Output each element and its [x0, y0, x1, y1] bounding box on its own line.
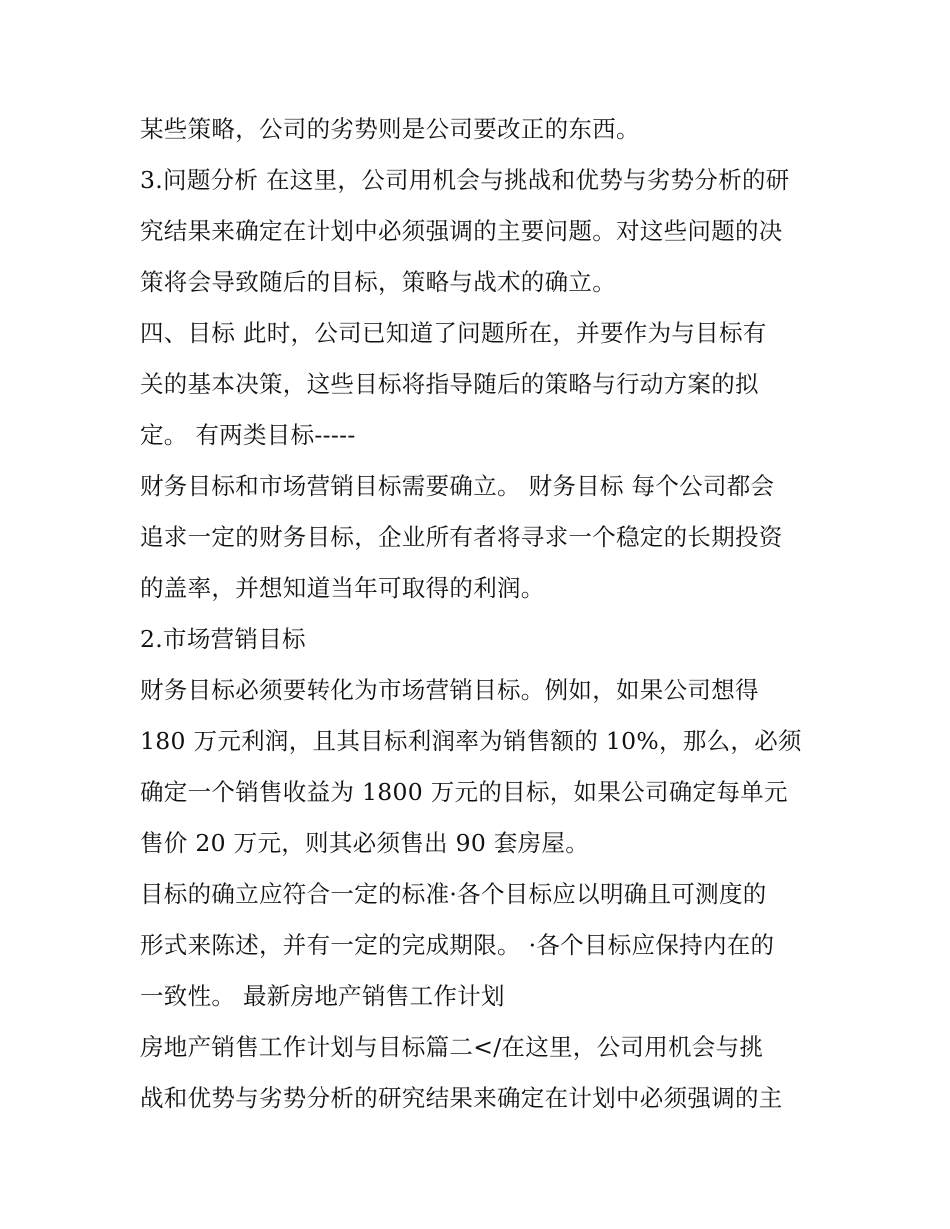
text-line: 一致性。 最新房地产销售工作计划 — [140, 982, 505, 1010]
text-line: 追求一定的财务目标，企业所有者将寻求一个稳定的长期投资 — [140, 523, 783, 551]
text-line: 战和优势与劣势分析的研究结果来确定在计划中必须强调的主 — [140, 1084, 783, 1112]
text-line: 的盖率，并想知道当年可取得的利润。 — [140, 574, 545, 602]
text-line: 定。 有两类目标----- — [140, 421, 356, 449]
document-body — [140, 104, 820, 1124]
text-line: 180 万元利润，且其目标利润率为销售额的 10%，那么，必须 — [140, 727, 802, 755]
text-line: 某些策略，公司的劣势则是公司要改正的东西。 — [140, 115, 640, 143]
text-line: 关的基本决策，这些目标将指导随后的策略与行动方案的拟 — [140, 370, 759, 398]
text-line: 2.市场营销目标 — [140, 625, 306, 653]
text-line: 形式来陈述，并有一定的完成期限。 ·各个目标应保持内在的 — [140, 931, 775, 959]
text-line: 售价 20 万元，则其必须售出 90 套房屋。 — [140, 829, 590, 857]
text-line: 财务目标和市场营销目标需要确立。 财务目标 每个公司都会 — [140, 472, 775, 500]
text-line: 四、目标 此时，公司已知道了问题所在，并要作为与目标有 — [140, 319, 767, 347]
text-line: 确定一个销售收益为 1800 万元的目标，如果公司确定每单元 — [140, 778, 788, 806]
text-line: 目标的确立应符合一定的标准·各个目标应以明确且可测度的 — [140, 880, 767, 908]
text-line: 房地产销售工作计划与目标篇二</在这里，公司用机会与挑 — [140, 1033, 764, 1061]
text-line: 3.问题分析 在这里，公司用机会与挑战和优势与劣势分析的研 — [140, 166, 790, 194]
text-line: 财务目标必须要转化为市场营销目标。例如，如果公司想得 — [140, 676, 759, 704]
text-line: 策将会导致随后的目标，策略与战术的确立。 — [140, 268, 616, 296]
text-line: 究结果来确定在计划中必须强调的主要问题。对这些问题的决 — [140, 217, 783, 245]
